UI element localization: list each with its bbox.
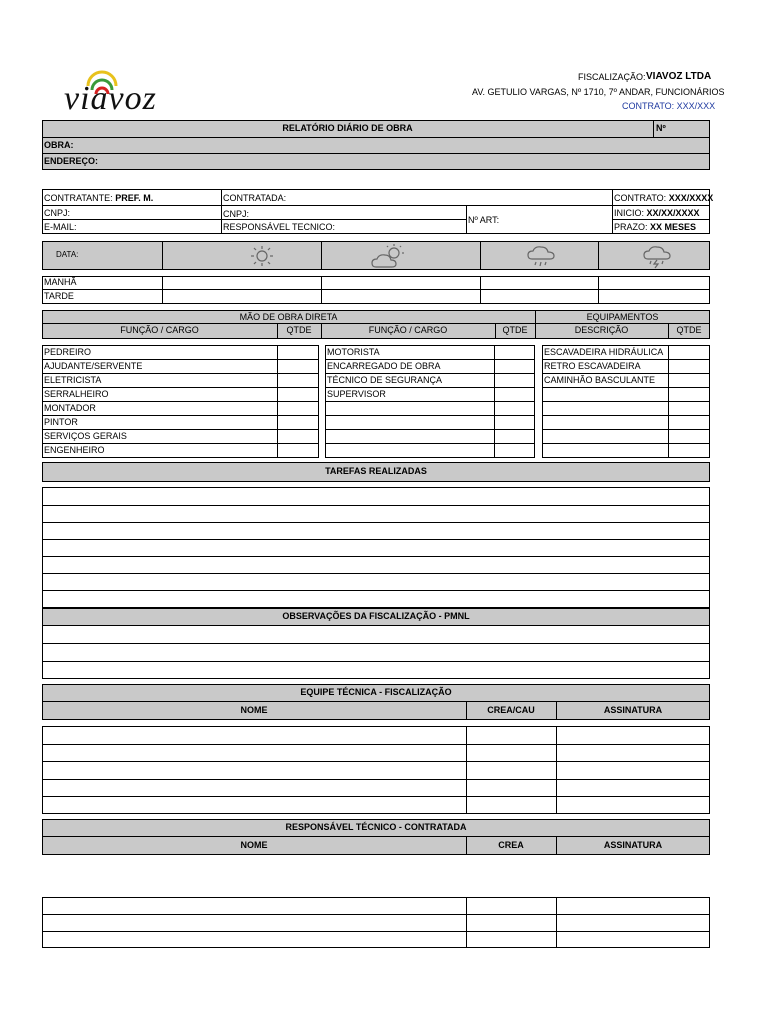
obra-label: OBRA: xyxy=(44,140,74,150)
labor-item-label: SUPERVISOR xyxy=(327,389,386,399)
labor-item-label: SERVIÇOS GERAIS xyxy=(44,431,127,441)
data-label: DATA: xyxy=(56,250,79,259)
art-label: Nº ART: xyxy=(468,215,500,225)
contratante-field: CONTRATANTE: PREF. M. xyxy=(44,193,154,203)
report-title: RELATÓRIO DIÁRIO DE OBRA xyxy=(282,123,413,133)
prazo-field: PRAZO: XX MESES xyxy=(614,222,697,232)
labor-item-label: RETRO ESCAVADEIRA xyxy=(544,361,641,371)
labor-qtde-cell[interactable] xyxy=(495,416,534,428)
labor-qtde-cell[interactable] xyxy=(495,430,534,442)
col-qtde-3: QTDE xyxy=(676,325,702,335)
company-address: AV. GETULIO VARGAS, Nº 1710, 7º ANDAR, FUNCIONÁRIOS xyxy=(472,87,725,97)
tarefas-title: TAREFAS REALIZADAS xyxy=(325,466,427,476)
responsavel-col-assinatura: ASSINATURA xyxy=(603,840,663,850)
labor-qtde-cell[interactable] xyxy=(278,444,318,456)
labor-qtde-cell[interactable] xyxy=(669,346,709,358)
manha-label: MANHÃ xyxy=(44,277,77,287)
labor-qtde-cell[interactable] xyxy=(669,374,709,386)
observacoes-area[interactable] xyxy=(42,625,710,679)
labor-qtde-cell[interactable] xyxy=(495,374,534,386)
labor-qtde-cell[interactable] xyxy=(669,360,709,372)
labor-item-label: ELETRICISTA xyxy=(44,375,102,385)
labor-qtde-cell[interactable] xyxy=(669,388,709,400)
labor-qtde-cell[interactable] xyxy=(495,388,534,400)
labor-item-label: MOTORISTA xyxy=(327,347,380,357)
col-qtde-2: QTDE xyxy=(502,325,528,335)
labor-qtde-cell[interactable] xyxy=(669,430,709,442)
inicio-field: INICIO: XX/XX/XXXX xyxy=(614,208,700,218)
labor-item-label: ESCAVADEIRA HIDRÁULICA xyxy=(544,347,664,357)
email-label: E-MAIL: xyxy=(44,222,77,232)
mao-de-obra-title: MÃO DE OBRA DIRETA xyxy=(239,312,338,322)
logo-text: viavoz xyxy=(64,80,157,117)
labor-item-label: MONTADOR xyxy=(44,403,96,413)
labor-qtde-cell[interactable] xyxy=(669,444,709,456)
equipe-col-nome: NOME xyxy=(240,705,268,715)
labor-qtde-cell[interactable] xyxy=(669,416,709,428)
col-funcao-2: FUNÇÃO / CARGO xyxy=(368,325,448,335)
observacoes-title: OBSERVAÇÕES DA FISCALIZAÇÃO - PMNL xyxy=(282,611,470,621)
endereco-label: ENDEREÇO: xyxy=(44,156,99,166)
labor-qtde-cell[interactable] xyxy=(278,388,318,400)
sun-icon xyxy=(248,244,276,268)
labor-item-label: ENGENHEIRO xyxy=(44,445,105,455)
cnpj-contratada-label: CNPJ: xyxy=(223,209,250,219)
report-number-label: Nº xyxy=(656,123,666,133)
labor-item-label: PINTOR xyxy=(44,417,78,427)
responsavel-col-crea: CREA xyxy=(498,840,524,850)
labor-item-label: SERRALHEIRO xyxy=(44,389,109,399)
labor-qtde-cell[interactable] xyxy=(495,360,534,372)
rain-cloud-icon xyxy=(526,243,558,269)
equipe-title: EQUIPE TÉCNICA - FISCALIZAÇÃO xyxy=(300,687,452,697)
responsavel-col-nome: NOME xyxy=(240,840,268,850)
cnpj-contratante-label: CNPJ: xyxy=(44,208,71,218)
labor-qtde-cell[interactable] xyxy=(278,374,318,386)
contratada-label: CONTRATADA: xyxy=(223,193,287,203)
tarde-label: TARDE xyxy=(44,291,74,301)
labor-qtde-cell[interactable] xyxy=(669,402,709,414)
labor-qtde-cell[interactable] xyxy=(278,346,318,358)
labor-item-label: TÉCNICO DE SEGURANÇA xyxy=(327,375,443,385)
fiscalizacao-label: FISCALIZAÇÃO: xyxy=(578,72,646,82)
responsavel-title: RESPONSÁVEL TÉCNICO - CONTRATADA xyxy=(285,822,467,832)
contrato-field: CONTRATO: XXX/XXXX xyxy=(614,193,714,203)
col-funcao-1: FUNÇÃO / CARGO xyxy=(120,325,199,335)
partly-cloudy-icon xyxy=(370,243,408,269)
labor-item-label: CAMINHÃO BASCULANTE xyxy=(544,375,656,385)
labor-qtde-cell[interactable] xyxy=(495,402,534,414)
responsavel-table[interactable] xyxy=(42,897,710,948)
col-descricao: DESCRIÇÃO xyxy=(574,325,629,335)
labor-qtde-cell[interactable] xyxy=(278,360,318,372)
labor-qtde-cell[interactable] xyxy=(278,416,318,428)
labor-qtde-cell[interactable] xyxy=(495,444,534,456)
equipe-col-assinatura: ASSINATURA xyxy=(603,705,663,715)
weather-rows xyxy=(42,276,710,304)
responsavel-tecnico-label: RESPONSÁVEL TECNICO: xyxy=(223,222,336,232)
labor-item-label: AJUDANTE/SERVENTE xyxy=(44,361,143,371)
labor-qtde-cell[interactable] xyxy=(278,402,318,414)
labor-item-label: PEDREIRO xyxy=(44,347,92,357)
equipe-col-crea: CREA/CAU xyxy=(487,705,535,715)
company-name: VIAVOZ LTDA xyxy=(646,71,712,82)
labor-qtde-cell[interactable] xyxy=(278,430,318,442)
equipe-table[interactable] xyxy=(42,726,710,814)
labor-item-label: ENCARREGADO DE OBRA xyxy=(327,361,441,371)
col-qtde-1: QTDE xyxy=(286,325,312,335)
equipamentos-title: EQUIPAMENTOS xyxy=(586,312,659,322)
storm-cloud-icon xyxy=(642,243,674,269)
contract-number: CONTRATO: XXX/XXX xyxy=(622,101,716,111)
labor-qtde-cell[interactable] xyxy=(495,346,534,358)
